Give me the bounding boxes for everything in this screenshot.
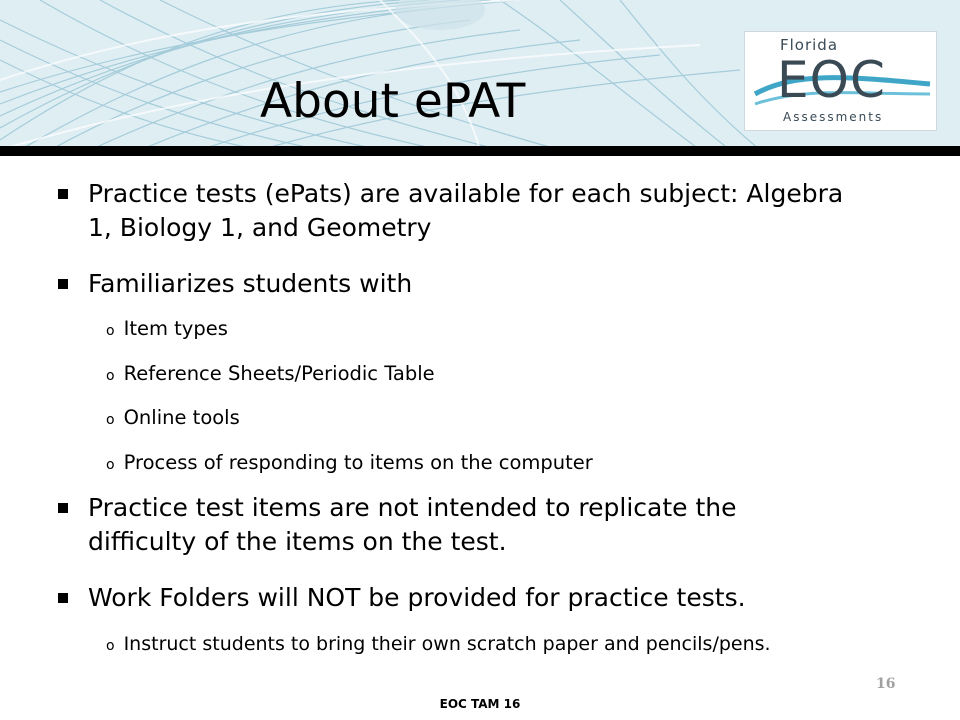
bullet-item bbox=[58, 177, 938, 245]
hollow-circle-bullet-icon: o bbox=[106, 368, 115, 384]
square-bullet-icon bbox=[58, 279, 68, 289]
bullet-text: Familiarizes students with bbox=[88, 269, 413, 298]
bullet-text: Practice tests (ePats) are available for each subject: Algebra 1, Biology 1, and Geometry bbox=[88, 179, 844, 242]
sub-bullet-text: Online tools bbox=[123, 406, 240, 429]
bullet-text: Practice test items are not intended to replicate the difficulty of the items on the test. bbox=[88, 493, 737, 556]
sub-bullet-item bbox=[106, 450, 946, 476]
page-number: 16 bbox=[876, 676, 896, 692]
hollow-circle-bullet-icon: o bbox=[106, 457, 115, 473]
sub-bullet-item bbox=[106, 631, 946, 657]
sub-bullet-text: Instruct students to bring their own scratch paper and pencils/pens. bbox=[123, 633, 771, 655]
sub-bullet-text: Process of responding to items on the computer bbox=[123, 451, 593, 474]
slide-title: About ePAT bbox=[260, 74, 526, 129]
sub-bullet-text: Item types bbox=[123, 317, 228, 340]
logo-main-text: EOC bbox=[777, 51, 886, 109]
slide-footer: EOC TAM 16 bbox=[439, 697, 521, 711]
bullet-text: Work Folders will NOT be provided for practice tests. bbox=[88, 583, 746, 612]
bullet-item bbox=[58, 267, 938, 301]
logo-top-text: Florida bbox=[780, 36, 839, 54]
sub-bullet-item bbox=[106, 316, 946, 342]
bullet-item bbox=[58, 491, 938, 559]
hollow-circle-bullet-icon: o bbox=[106, 323, 115, 339]
square-bullet-icon bbox=[58, 503, 68, 513]
sub-bullet-item bbox=[106, 405, 946, 431]
hollow-circle-bullet-icon: o bbox=[106, 412, 115, 428]
square-bullet-icon bbox=[58, 189, 68, 199]
logo-bottom-text: Assessments bbox=[783, 110, 884, 124]
sub-bullet-text: Reference Sheets/Periodic Table bbox=[123, 362, 435, 385]
sub-bullet-item bbox=[106, 361, 946, 387]
square-bullet-icon bbox=[58, 593, 68, 603]
hollow-circle-bullet-icon: o bbox=[106, 638, 115, 654]
bullet-item bbox=[58, 581, 938, 615]
